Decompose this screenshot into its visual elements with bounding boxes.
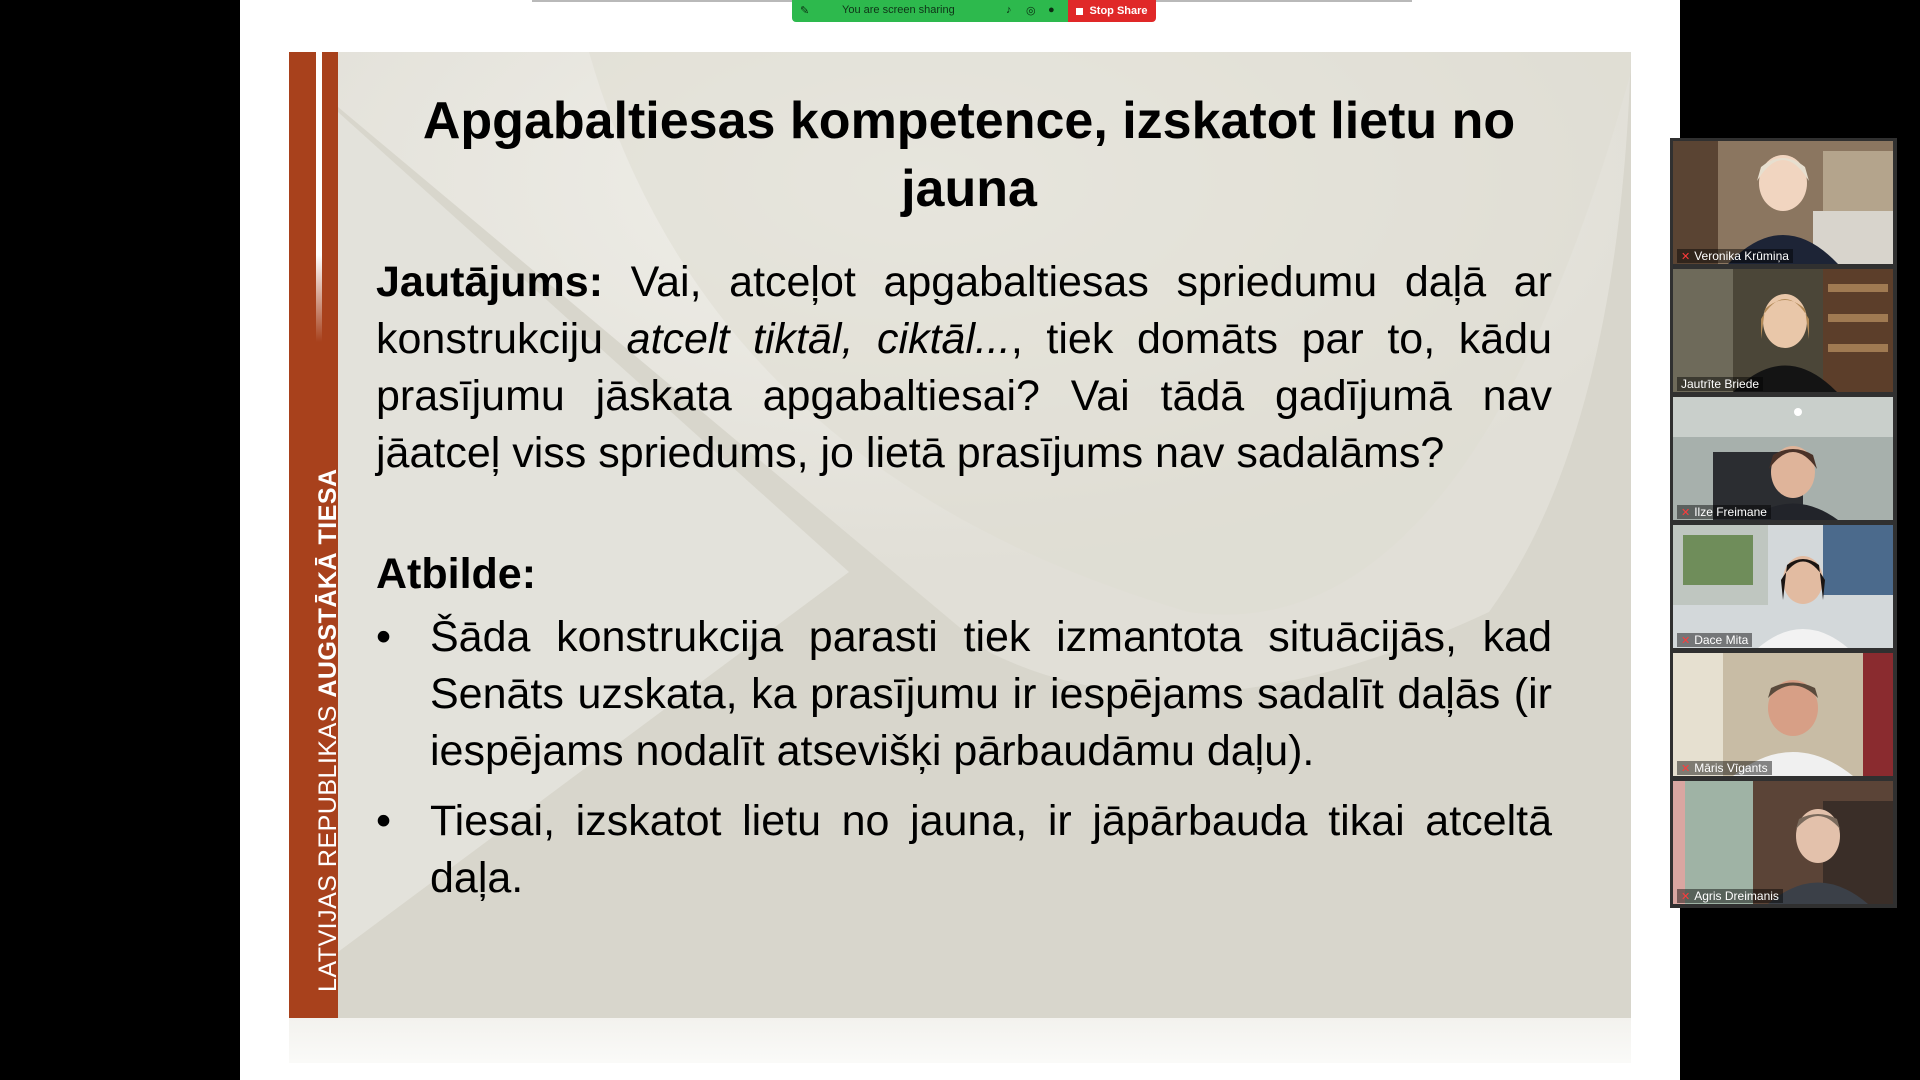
mic-muted-icon: ✕: [1681, 250, 1691, 263]
participant-tile[interactable]: [1673, 397, 1893, 520]
video-feed: [1673, 653, 1893, 776]
mic-muted-icon: ✕: [1681, 506, 1691, 519]
participant-tile[interactable]: [1673, 781, 1893, 904]
share-status: [792, 0, 1068, 22]
participant-tile[interactable]: [1673, 269, 1893, 392]
court-name-vertical: [314, 468, 343, 992]
participant-name: Agris Dreimanis: [1694, 889, 1779, 903]
participant-name-tag: [1677, 633, 1752, 647]
court-name-regular: LATVIJAS REPUBLIKAS: [314, 697, 342, 992]
participant-tile[interactable]: [1673, 653, 1893, 776]
participant-gallery[interactable]: [1670, 138, 1897, 908]
video-feed: [1673, 141, 1893, 264]
stop-icon: [1076, 8, 1083, 15]
mic-muted-icon: ✕: [1681, 634, 1691, 647]
bullet-icon: •: [376, 613, 392, 661]
participant-name-tag: [1677, 505, 1771, 519]
shared-screen: [240, 0, 1680, 1080]
participant-tile[interactable]: [1673, 525, 1893, 648]
shield-icon[interactable]: ●: [1048, 4, 1055, 16]
drag-handle-icon[interactable]: ✎: [800, 5, 810, 17]
video-feed: [1673, 397, 1893, 520]
video-feed: [1673, 525, 1893, 648]
question-text-1: Vai, atceļot apgabaltiesas spriedumu daļā ar konstrukciju: [376, 258, 1552, 363]
share-status-text: You are screen sharing: [842, 4, 955, 16]
bullet-icon: •: [376, 797, 392, 845]
video-feed: [1673, 781, 1893, 904]
screen-share-bar: [792, 0, 1156, 22]
mic-icon[interactable]: ♪: [1006, 4, 1012, 16]
participant-name-tag: [1677, 377, 1763, 391]
participant-name: Ilze Freimane: [1694, 505, 1767, 519]
participant-name-tag: [1677, 889, 1783, 903]
question-text-italic: atcelt tiktāl, ciktāl...: [626, 315, 1011, 363]
participant-name-tag: [1677, 761, 1772, 775]
sidebar-stripe: [316, 52, 322, 342]
answer-label: Atbilde:: [376, 550, 537, 598]
question-label: Jautājums:: [376, 258, 604, 306]
bullet-text: Šāda konstrukcija parasti tiek izmantota situācijās, kad Senāts uzskata, ka prasījumu ir iespējams sadalīt daļās (ir iespējams nodalīt atsevišķi pārbaudāmu daļu).: [430, 613, 1552, 775]
participant-name: Māris Vīgants: [1694, 761, 1768, 775]
slide-title: Apgabaltiesas kompetence, izskatot lietu no jauna: [422, 92, 1516, 218]
bullet-text: Tiesai, izskatot lietu no jauna, ir jāpārbauda tikai atceltā daļa.: [430, 797, 1552, 902]
participant-name: Jautrīte Briede: [1681, 377, 1760, 391]
participant-name-tag: [1677, 249, 1793, 263]
presentation-slide: [289, 52, 1631, 1018]
settings-icon[interactable]: ◎: [1026, 5, 1036, 17]
question-paragraph: [376, 254, 1552, 482]
stop-share-label: Stop Share: [1089, 5, 1148, 17]
video-feed: [1673, 269, 1893, 392]
mic-muted-icon: ✕: [1681, 762, 1691, 775]
slide-footer-area: [289, 1018, 1631, 1063]
participant-tile[interactable]: [1673, 141, 1893, 264]
participant-name: Dace Mita: [1694, 633, 1749, 647]
mic-muted-icon: ✕: [1681, 890, 1691, 903]
participant-name: Veronika Krūmiņa: [1694, 249, 1789, 263]
court-name-bold: AUGSTĀKĀ TIESA: [314, 468, 342, 698]
stop-share-button[interactable]: [1068, 0, 1156, 22]
question-text-2: , tiek domāts par to, kādu prasījumu jāskata apgabaltiesai? Vai tādā gadījumā nav jāatceļ viss spriedums, jo lietā prasījums nav sadalāms?: [376, 315, 1552, 477]
